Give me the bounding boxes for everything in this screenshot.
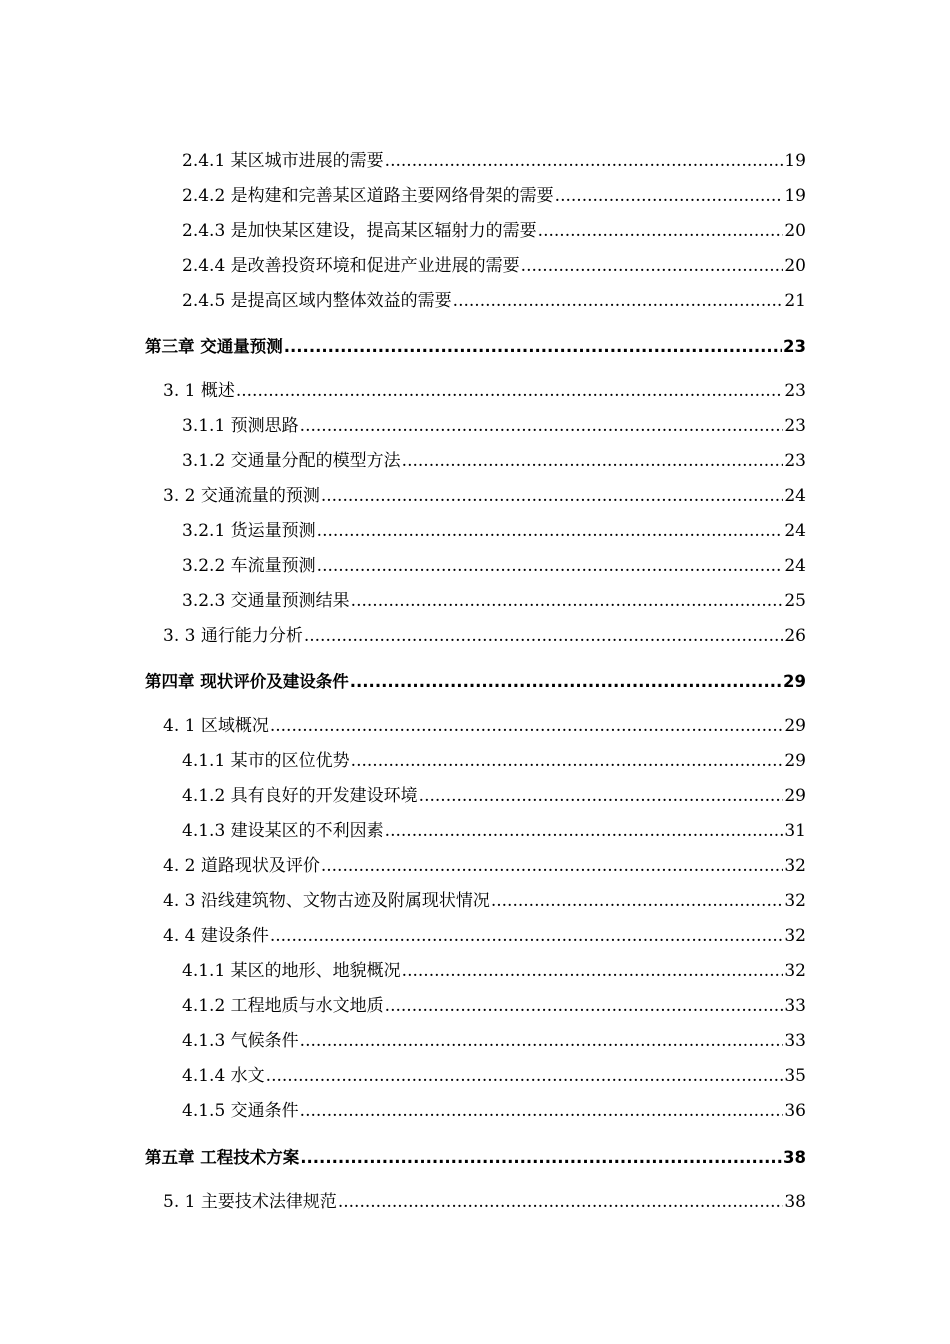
toc-entry-label: 2.4.1 某区城市进展的需要 [182, 151, 384, 171]
toc-entry-page: 38 [783, 1148, 806, 1167]
toc-entry-label: 4. 1 区域概况 [163, 716, 269, 736]
toc-entry-page: 31 [784, 821, 806, 841]
toc-chapter-entry[interactable] [145, 335, 806, 359]
toc-entry[interactable] [163, 379, 806, 403]
dot-leader [317, 554, 784, 578]
toc-entry-page: 36 [784, 1101, 806, 1121]
toc-entry-label: 4.1.2 具有良好的开发建设环境 [182, 786, 418, 806]
toc-entry-label: 第五章 工程技术方案 [145, 1148, 300, 1167]
toc-entry[interactable] [182, 449, 806, 473]
dot-leader [266, 1064, 784, 1088]
toc-entry[interactable] [182, 254, 806, 278]
dot-leader [385, 149, 784, 173]
toc-entry[interactable] [163, 624, 806, 648]
dot-leader [317, 519, 784, 543]
toc-entry[interactable] [182, 784, 806, 808]
toc-entry-label: 4.1.5 交通条件 [182, 1101, 299, 1121]
dot-leader [236, 379, 784, 403]
dot-leader [419, 784, 784, 808]
dot-leader [350, 670, 782, 694]
dot-leader [284, 335, 782, 359]
toc-entry-label: 5. 1 主要技术法律规范 [163, 1192, 337, 1212]
dot-leader [321, 854, 784, 878]
toc-entry-label: 3. 1 概述 [163, 381, 235, 401]
toc-chapter-entry[interactable] [145, 1146, 806, 1170]
toc-entry-page: 20 [784, 256, 806, 276]
toc-entry[interactable] [182, 1099, 806, 1123]
toc-entry-label: 2.4.4 是改善投资环境和促进产业进展的需要 [182, 256, 520, 276]
toc-entry-label: 第三章 交通量预测 [145, 337, 283, 356]
toc-entry[interactable] [182, 589, 806, 613]
toc-entry-page: 19 [784, 186, 806, 206]
toc-entry-page: 33 [784, 1031, 806, 1051]
toc-entry-page: 29 [783, 672, 806, 691]
dot-leader [555, 184, 784, 208]
dot-leader [351, 749, 784, 773]
dot-leader [300, 1029, 784, 1053]
toc-entry-page: 32 [784, 926, 806, 946]
dot-leader [321, 484, 784, 508]
toc-entry[interactable] [182, 184, 806, 208]
toc-entry-page: 23 [784, 451, 806, 471]
dot-leader [338, 1190, 784, 1214]
toc-entry-label: 4.1.3 气候条件 [182, 1031, 299, 1051]
toc-entry[interactable] [182, 414, 806, 438]
toc-entry-page: 23 [784, 381, 806, 401]
toc-entry[interactable] [182, 819, 806, 843]
dot-leader [538, 219, 784, 243]
toc-chapter-entry[interactable] [145, 670, 806, 694]
toc-entry-page: 19 [784, 151, 806, 171]
toc-entry-label: 4. 4 建设条件 [163, 926, 269, 946]
toc-entry-label: 3.2.1 货运量预测 [182, 521, 316, 541]
dot-leader [300, 414, 784, 438]
toc-entry[interactable] [182, 1029, 806, 1053]
dot-leader [300, 1146, 782, 1170]
toc-entry-page: 38 [784, 1192, 806, 1212]
toc-entry[interactable] [182, 289, 806, 313]
toc-entry-page: 23 [783, 337, 806, 356]
toc-entry-label: 4.1.4 水文 [182, 1066, 265, 1086]
toc-entry-page: 21 [784, 291, 806, 311]
toc-entry[interactable] [182, 1064, 806, 1088]
toc-entry[interactable] [163, 714, 806, 738]
toc-entry-label: 4.1.2 工程地质与水文地质 [182, 996, 384, 1016]
dot-leader [351, 589, 784, 613]
toc-entry-page: 24 [784, 556, 806, 576]
toc-entry-page: 26 [784, 626, 806, 646]
toc-entry[interactable] [163, 854, 806, 878]
dot-leader [453, 289, 784, 313]
toc-entry[interactable] [182, 554, 806, 578]
dot-leader [402, 449, 784, 473]
toc-entry-page: 24 [784, 521, 806, 541]
toc-entry-label: 3.2.3 交通量预测结果 [182, 591, 350, 611]
toc-entry-page: 25 [784, 591, 806, 611]
toc-entry-page: 20 [784, 221, 806, 241]
toc-entry-label: 3. 2 交通流量的预测 [163, 486, 320, 506]
toc-entry-label: 3.1.1 预测思路 [182, 416, 299, 436]
toc-entry-label: 4.1.1 某市的区位优势 [182, 751, 350, 771]
toc-entry[interactable] [163, 924, 806, 948]
toc-entry-page: 29 [784, 786, 806, 806]
toc-entry-page: 32 [784, 891, 806, 911]
dot-leader [521, 254, 784, 278]
dot-leader [304, 624, 784, 648]
toc-entry-label: 第四章 现状评价及建设条件 [145, 672, 349, 691]
toc-entry-page: 33 [784, 996, 806, 1016]
dot-leader [385, 819, 784, 843]
toc-entry-label: 4. 3 沿线建筑物、文物古迹及附属现状情况 [163, 891, 490, 911]
toc-entry[interactable] [182, 959, 806, 983]
toc-entry-label: 3.1.2 交通量分配的模型方法 [182, 451, 401, 471]
toc-entry-label: 4.1.1 某区的地形、地貌概况 [182, 961, 401, 981]
toc-entry-label: 4. 2 道路现状及评价 [163, 856, 320, 876]
toc-entry[interactable] [182, 994, 806, 1018]
dot-leader [385, 994, 784, 1018]
toc-entry[interactable] [182, 149, 806, 173]
toc-entry-label: 2.4.2 是构建和完善某区道路主要网络骨架的需要 [182, 186, 554, 206]
toc-entry-label: 2.4.3 是加快某区建设，提高某区辐射力的需要 [182, 221, 537, 241]
dot-leader [402, 959, 784, 983]
toc-entry-label: 3.2.2 车流量预测 [182, 556, 316, 576]
toc-entry[interactable] [163, 1190, 806, 1214]
toc-entry[interactable] [182, 749, 806, 773]
toc-entry-label: 3. 3 通行能力分析 [163, 626, 303, 646]
toc-entry[interactable] [182, 519, 806, 543]
toc-entry-page: 23 [784, 416, 806, 436]
dot-leader [270, 924, 784, 948]
toc-entry-page: 29 [784, 751, 806, 771]
toc-entry-label: 2.4.5 是提高区域内整体效益的需要 [182, 291, 452, 311]
toc-entry-label: 4.1.3 建设某区的不利因素 [182, 821, 384, 841]
toc-entry[interactable] [163, 484, 806, 508]
toc-entry[interactable] [163, 889, 806, 913]
dot-leader [300, 1099, 784, 1123]
toc-entry-page: 35 [784, 1066, 806, 1086]
toc-entry-page: 32 [784, 856, 806, 876]
dot-leader [270, 714, 784, 738]
toc-entry-page: 29 [784, 716, 806, 736]
dot-leader [491, 889, 784, 913]
toc-entry-page: 32 [784, 961, 806, 981]
toc-entry[interactable] [182, 219, 806, 243]
toc-entry-page: 24 [784, 486, 806, 506]
